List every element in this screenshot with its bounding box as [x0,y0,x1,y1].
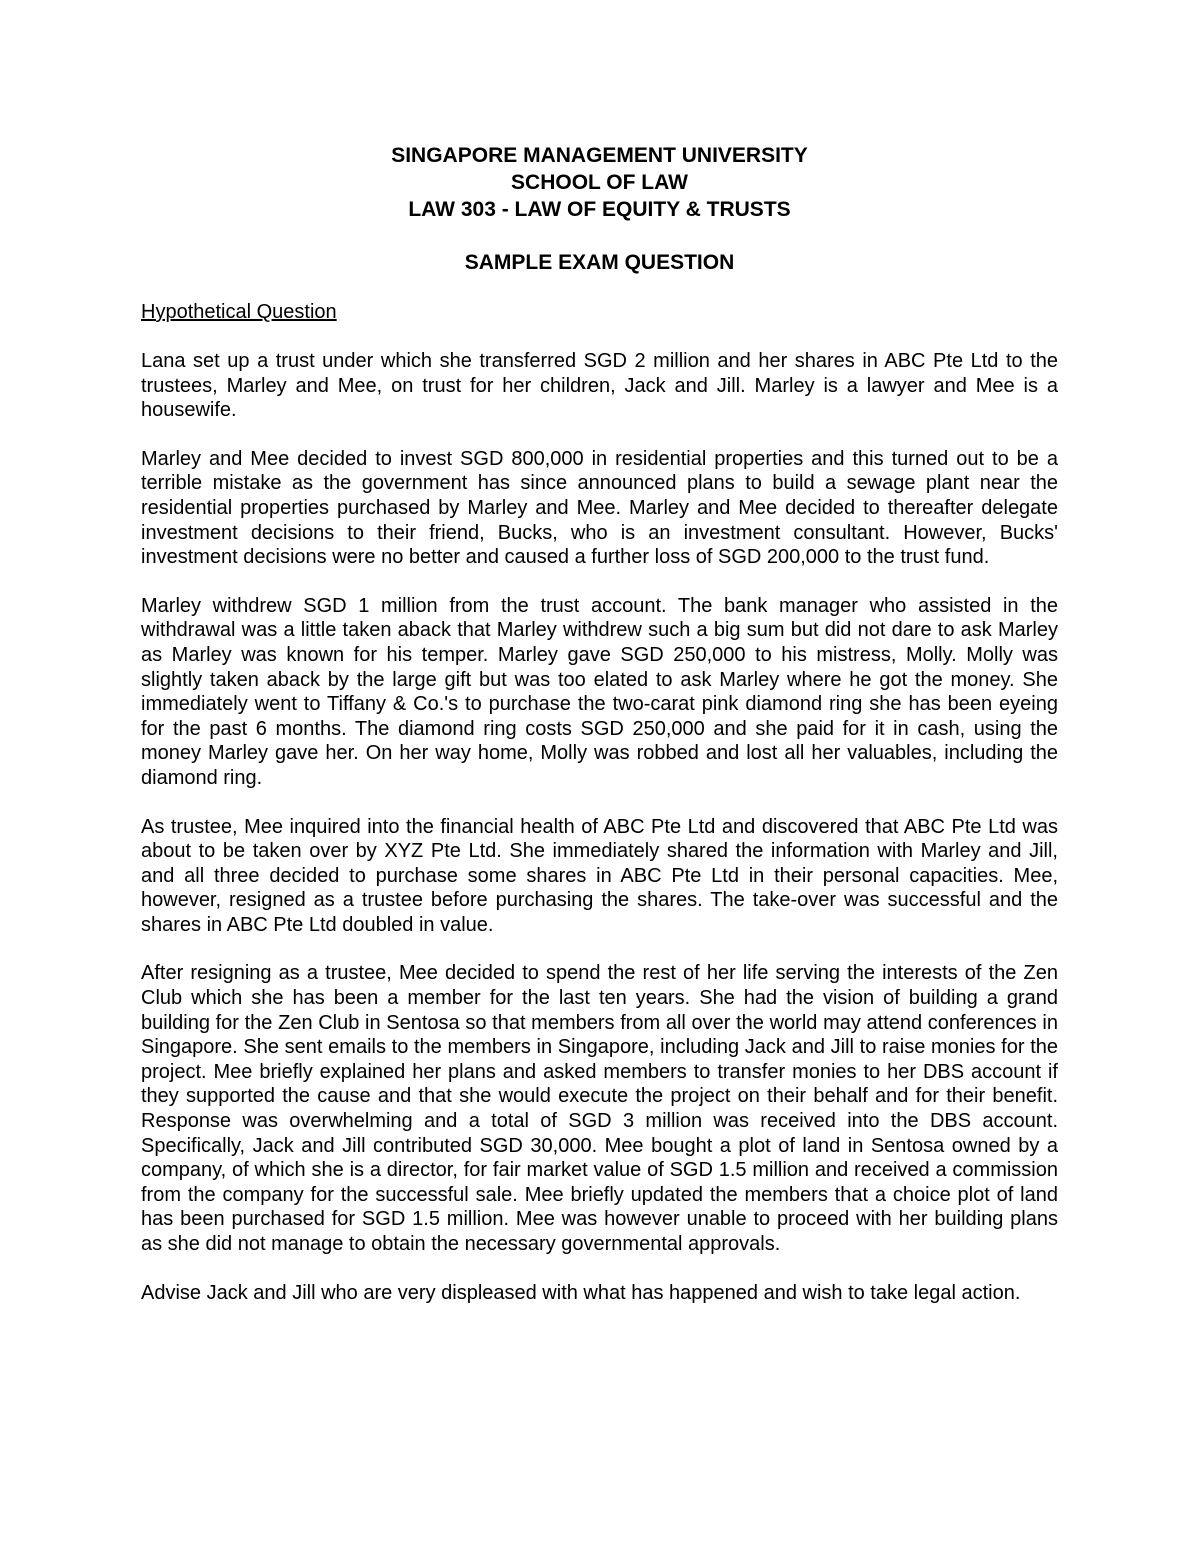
document-page [141,142,1058,1305]
school-name: SCHOOL OF LAW [511,171,688,194]
paragraph-2: Marley and Mee decided to invest SGD 800,000 in residential properties and this turned out to be a terrible mistake as the government has since announced plans to build a sewage plant near the residential properties purchased by Marley and Mee. Marley and Mee decided to thereafter delegate investment decisions to their friend, Bucks, who is an investment consultant. However, Bucks' investment decisions were no better and caused a further loss of SGD 200,000 to the trust fund. [141,447,1058,569]
document-header [141,142,1058,223]
paragraph-3: Marley withdrew SGD 1 million from the trust account. The bank manager who assisted in the withdrawal was a little taken aback that Marley withdrew such a big sum but did not dare to ask Marley as Marley was known for his temper. Marley gave SGD 250,000 to his mistress, Molly. Molly was slightly taken aback by the large gift but was too elated to ask Marley where he got the money. She immediately went to Tiffany & Co.'s to purchase the two-carat pink diamond ring she has been eyeing for the past 6 months. The diamond ring costs SGD 250,000 and she paid for it in cash, using the money Marley gave her. On her way home, Molly was robbed and lost all her valuables, including the diamond ring. [141,594,1058,789]
paragraph-5: After resigning as a trustee, Mee decided to spend the rest of her life serving the interests of the Zen Club which she has been a member for the last ten years. She had the vision of building a grand building for the Zen Club in Sentosa so that members from all over the world may attend conferences in Singapore. She sent emails to the members in Singapore, including Jack and Jill to raise monies for the project. Mee briefly explained her plans and asked members to transfer monies to her DBS account if they supported the cause and that she would execute the project on their behalf and for their benefit. Response was overwhelming and a total of SGD 3 million was received into the DBS account. Specifically, Jack and Jill contributed SGD 30,000. Mee bought a plot of land in Sentosa owned by a company, of which she is a director, for fair market value of SGD 1.5 million and received a commission from the company for the successful sale. Mee briefly updated the members that a choice plot of land has been purchased for SGD 1.5 million. Mee was however unable to proceed with her building plans as she did not manage to obtain the necessary governmental approvals. [141,962,1058,1255]
paragraph-1: Lana set up a trust under which she transferred SGD 2 million and her shares in ABC Pte Ltd to the trustees, Marley and Mee, on trust for her children, Jack and Jill. Marley is a lawyer and Mee is a housewife. [141,350,1058,422]
paragraph-4: As trustee, Mee inquired into the financial health of ABC Pte Ltd and discovered that ABC Pte Ltd was about to be taken over by XYZ Pte Ltd. She immediately shared the information with Marley and Jill, and all three decided to purchase some shares in ABC Pte Ltd in their personal capacities. Mee, however, resigned as a trustee before purchasing the shares. The take-over was successful and the shares in ABC Pte Ltd doubled in value. [141,815,1058,936]
section-heading: Hypothetical Question [141,301,337,323]
paragraph-6: Advise Jack and Jill who are very displeased with what has happened and wish to take legal action. [141,1281,1021,1304]
course-title: LAW 303 - LAW OF EQUITY & TRUSTS [408,198,791,221]
exam-title: SAMPLE EXAM QUESTION [464,251,735,274]
university-name: SINGAPORE MANAGEMENT UNIVERSITY [391,144,808,167]
